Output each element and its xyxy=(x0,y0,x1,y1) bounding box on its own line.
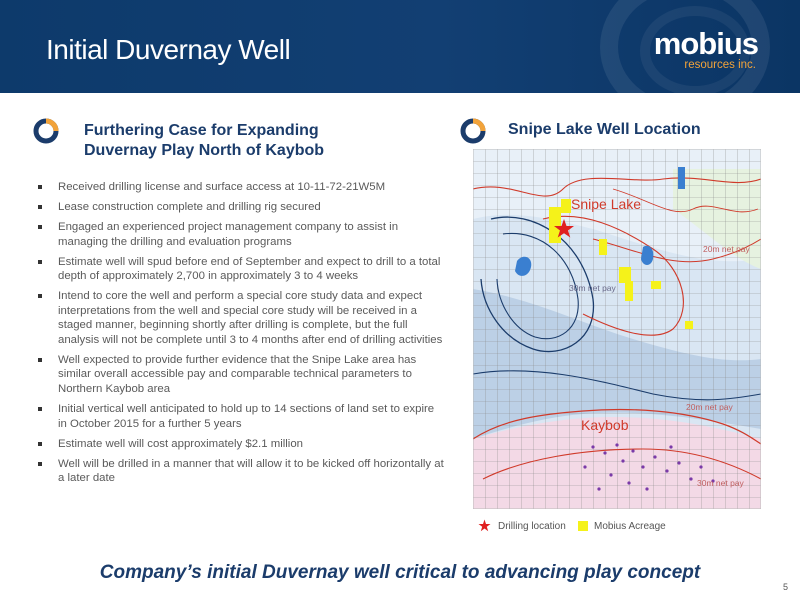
acreage-parcel xyxy=(549,207,561,243)
left-heading-line1: Furthering Case for Expanding xyxy=(84,122,319,139)
map-label-pay-30m-top: 30m net pay xyxy=(569,283,616,293)
acreage-parcel xyxy=(685,321,693,329)
acreage-parcel xyxy=(651,281,661,289)
star-icon xyxy=(478,519,491,532)
legend-drilling-label: Drilling location xyxy=(498,521,566,532)
map-legend xyxy=(478,520,698,534)
footer-tagline: Company’s initial Duvernay well critical to advancing play concept xyxy=(99,562,701,583)
bullet-item: Lease construction complete and drilling rig secured xyxy=(36,200,446,215)
bullet-item: Estimate well will spud before end of September and expect to drill to a total depth of approximately 2,700 in approximately 3 to 4 weeks xyxy=(36,255,446,284)
mobius-ring-icon xyxy=(32,117,60,145)
legend-acreage-swatch xyxy=(578,521,588,531)
bullet-list xyxy=(36,180,446,491)
map-lake xyxy=(641,246,653,265)
title-banner xyxy=(0,0,800,93)
map-label-pay-20m-bottom: 20m net pay xyxy=(686,402,733,412)
bullet-item: Well will be drilled in a manner that will allow it to be kicked off horizontally at a later date xyxy=(36,457,446,486)
mobius-ring-icon xyxy=(459,117,487,145)
left-heading-line2: Duvernay Play North of Kaybob xyxy=(84,142,325,159)
acreage-parcel xyxy=(599,239,607,255)
map-label-snipe-lake: Snipe Lake xyxy=(571,196,642,212)
logo-wordmark: mobius xyxy=(653,26,758,61)
legend-acreage-label: Mobius Acreage xyxy=(594,521,666,532)
bullet-item: Engaged an experienced project management company to assist in managing the drilling and evaluation programs xyxy=(36,220,446,249)
slide-title: Initial Duvernay Well xyxy=(46,34,291,65)
map-label-pay-20m-top: 20m net pay xyxy=(703,244,750,254)
right-section-heading: Snipe Lake Well Location xyxy=(508,121,701,138)
page-number: 5 xyxy=(783,582,789,592)
map-label-kaybob: Kaybob xyxy=(581,417,629,433)
bullet-item: Received drilling license and surface access at 10-11-72-21W5M xyxy=(36,180,446,195)
acreage-parcel xyxy=(625,281,633,301)
left-section-heading xyxy=(84,121,384,161)
acreage-parcel xyxy=(561,199,571,213)
map-label-pay-30m-bottom: 30m net pay xyxy=(697,478,744,488)
bullet-item: Initial vertical well anticipated to hold up to 14 sections of land set to expire in October 2015 for a further 5 years xyxy=(36,402,446,431)
bullet-item: Estimate well will cost approximately $2.1 million xyxy=(36,437,446,452)
mobius-logo xyxy=(628,26,758,76)
map-lake xyxy=(678,167,685,189)
bullet-item: Well expected to provide further evidence that the Snipe Lake area has similar overall accessible pay and comparable technical parameters to Northern Kaybob area xyxy=(36,353,446,397)
acreage-parcel xyxy=(619,267,631,283)
logo-subtitle: resources inc. xyxy=(684,59,756,71)
bullet-item: Intend to core the well and perform a special core study data and expect interpretations from the well and special core study will be received in a staged manner, beginning shortly after drilling is complete, but the full analysis will not be complete until 3 to 4 months after end of drilling activities xyxy=(36,289,446,347)
snipe-lake-map xyxy=(473,149,761,509)
